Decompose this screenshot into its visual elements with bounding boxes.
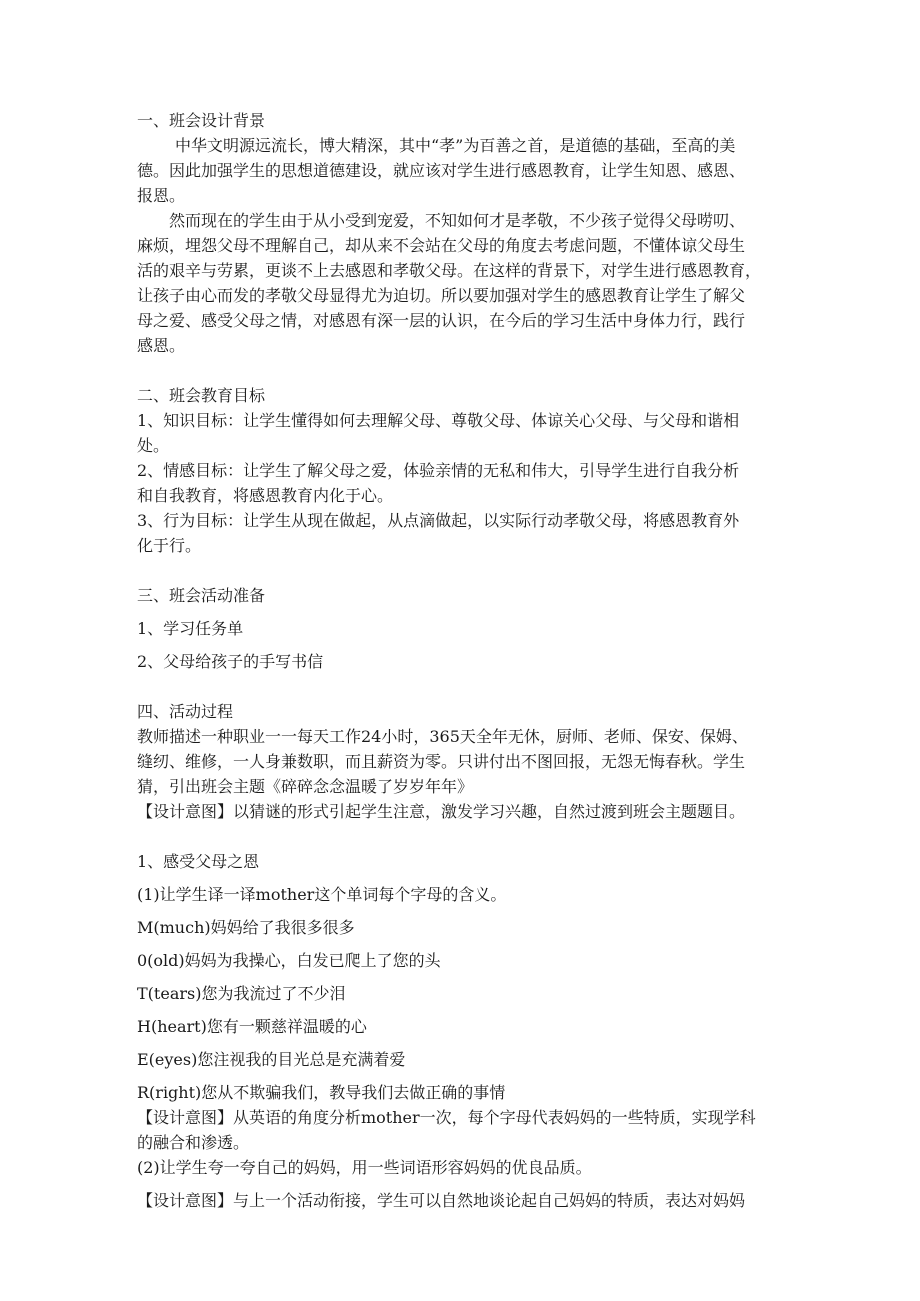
subsection-heading: 1、感受父母之恩: [137, 852, 260, 871]
mother-letter-line: 0(old)妈妈为我操心，白发已爬上了您的头: [137, 951, 441, 970]
mother-letter-line: E(eyes)您注视我的目光总是充满着爱: [137, 1050, 406, 1069]
process-line: 教师描述一种职业一一每天工作24小时，365天全年无休，厨师、老师、保安、保姆、: [137, 727, 748, 746]
preparation-item: 1、学习任务单: [137, 619, 244, 638]
paragraph-line: 感恩。: [137, 336, 186, 355]
paragraph-line: 然而现在的学生由于从小受到宠爱，不知如何才是孝敬，不少孩子觉得父母唠叨、: [169, 211, 746, 230]
preparation-item: 2、父母给孩子的手写书信: [137, 652, 324, 671]
task-line: (2)让学生夸一夸自己的妈妈，用一些词语形容妈妈的优良品质。: [137, 1158, 592, 1177]
goal-line: 和自我教育，将感恩教育内化于心。: [137, 486, 394, 505]
paragraph-line: 母之爱、感受父母之情，对感恩有深一层的认识，在今后的学习生活中身体力行，践行: [137, 311, 746, 330]
goal-line: 1、知识目标：让学生懂得如何去理解父母、尊敬父母、体谅关心父母、与父母和谐相: [137, 411, 740, 430]
paragraph-line: 让孩子由心而发的孝敬父母显得尤为迫切。所以要加强对学生的感恩教育让学生了解父: [137, 286, 746, 305]
process-line: 缝纫、维修，一人身兼数职，而且薪资为零。只讲付出不图回报，无怨无悔春秋。学生: [137, 752, 746, 771]
design-intent: 【设计意图】以猜谜的形式引起学生注意，激发学习兴趣，自然过渡到班会主题题目。: [137, 802, 746, 821]
mother-letter-line: M(much)妈妈给了我很多很多: [137, 918, 355, 937]
goal-line: 处。: [137, 436, 170, 455]
goal-line: 3、行为目标：让学生从现在做起，从点滴做起，以实际行动孝敬父母，将感恩教育外: [137, 511, 740, 530]
design-intent: 【设计意图】与上一个活动衔接，学生可以自然地谈论起自己妈妈的特质，表达对妈妈: [137, 1191, 746, 1210]
section-heading-background: 一、班会设计背景: [137, 111, 266, 130]
section-heading-preparation: 三、班会活动准备: [137, 586, 266, 605]
paragraph-line: 中华文明源远流长，博大精深，其中“孝”为百善之首，是道德的基础，至高的美: [175, 136, 736, 155]
mother-letter-line: T(tears)您为我流过了不少泪: [137, 984, 346, 1003]
mother-letter-line: H(heart)您有一颗慈祥温暖的心: [137, 1017, 367, 1036]
blank-line: [137, 824, 787, 849]
section-heading-goals: 二、班会教育目标: [137, 386, 266, 405]
mother-letter-line: R(right)您从不欺骗我们，教导我们去做正确的事情: [137, 1083, 506, 1102]
section-heading-process: 四、活动过程: [137, 702, 234, 721]
goal-line: 化于行。: [137, 536, 202, 555]
paragraph-line: 麻烦，埋怨父母不理解自己，却从来不会站在父母的角度去考虑问题，不懂体谅父母生: [137, 236, 746, 255]
blank-line: [137, 558, 787, 583]
design-intent: 【设计意图】从英语的角度分析mother一次，每个字母代表妈妈的一些特质，实现学科: [137, 1108, 756, 1127]
paragraph-line: 德。因此加强学生的思想道德建设，就应该对学生进行感恩教育，让学生知恩、感恩、: [137, 161, 746, 180]
paragraph-line: 报恩。: [137, 186, 186, 205]
goal-line: 2、情感目标：让学生了解父母之爱，体验亲情的无私和伟大，引导学生进行自我分析: [137, 461, 740, 480]
task-line: (1)让学生译一译mother这个单词每个字母的含义。: [137, 885, 507, 904]
paragraph-line: 活的艰辛与劳累，更谈不上去感恩和孝敬父母。在这样的背景下，对学生进行感恩教育，: [137, 261, 762, 280]
blank-line: [137, 358, 787, 383]
design-intent: 的融合和渗透。: [137, 1133, 250, 1152]
document-page: [137, 108, 787, 1213]
process-line: 猜，引出班会主题《碎碎念念温暖了岁岁年年》: [137, 777, 474, 796]
blank-line: [137, 674, 787, 699]
